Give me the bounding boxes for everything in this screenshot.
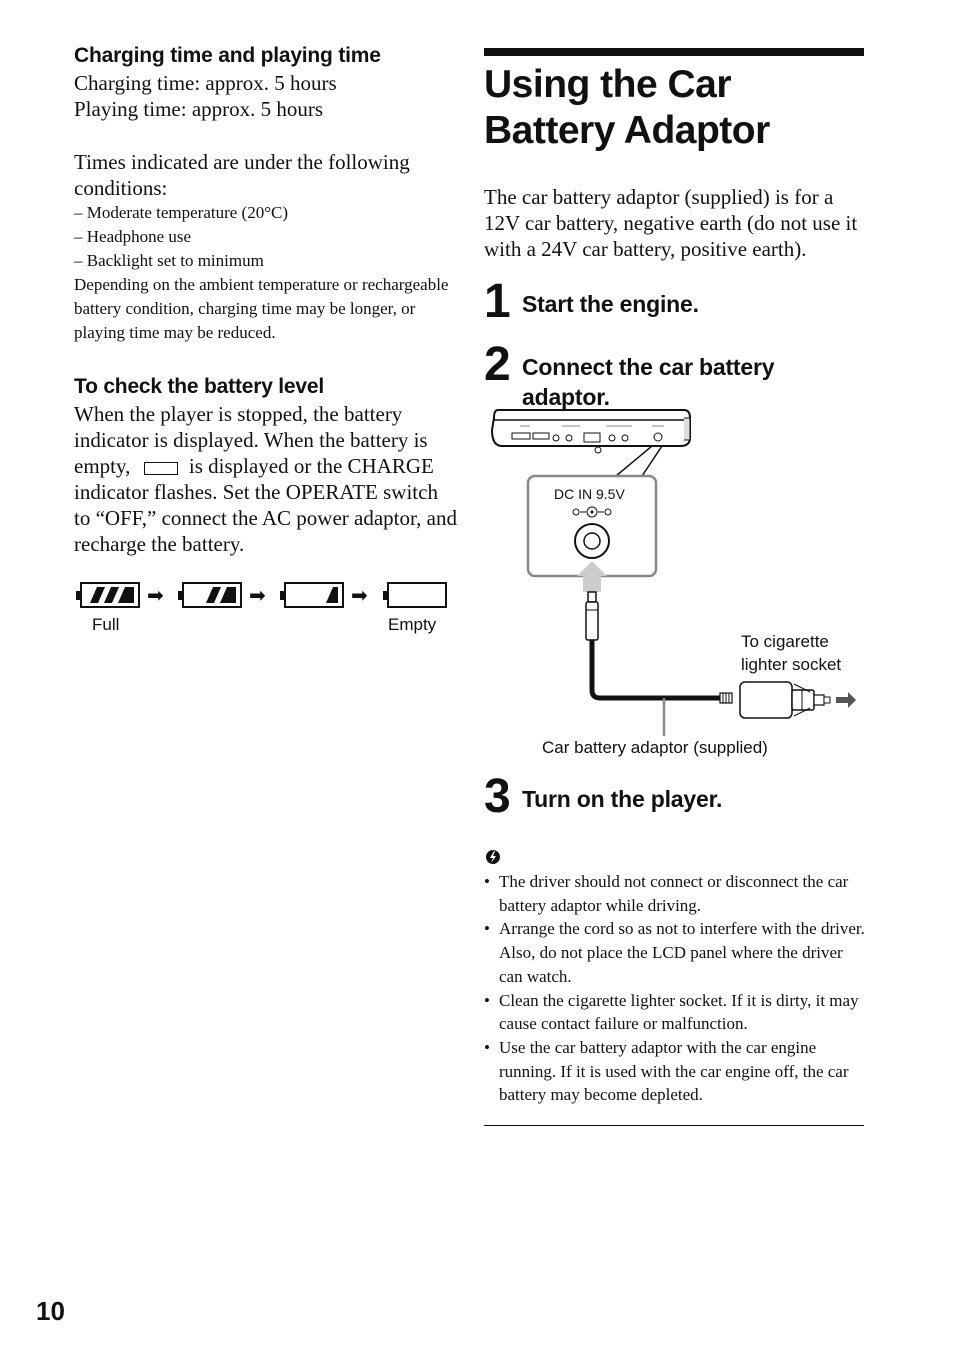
condition-item: – Moderate temperature (20°C) [74, 203, 289, 222]
note-item: • Use the car battery adaptor with the car engine running. If it is used with the car engine off, the car battery may become depleted. [484, 1036, 866, 1107]
connection-illustration [484, 400, 864, 740]
note-item: • Arrange the cord so as not to interfere with the driver. Also, do not place the LCD panel where the driver can watch. [484, 917, 866, 988]
condition-item: – Headphone use [74, 227, 192, 246]
note-item: • The driver should not connect or disconnect the car battery adaptor while driving. [484, 870, 866, 917]
playing-time-line: Playing time: approx. 5 hours [74, 97, 324, 121]
step-text: Connect the car battery adaptor. [522, 354, 775, 410]
battery-one-third-icon [284, 582, 344, 608]
step-text: Turn on the player. [522, 786, 723, 812]
charging-heading: Charging time and playing time [74, 44, 381, 67]
section-top-rule [484, 48, 864, 56]
step-text: Start the engine. [522, 291, 699, 317]
battery-level-text-part2: is displayed or the CHARGE indicator flashes. Set the OPERATE switch to “OFF,” connect the AC power adaptor, and recharge the battery. [74, 454, 457, 556]
battery-level-text [74, 401, 459, 557]
battery-two-thirds-icon [182, 582, 242, 608]
step-3 [484, 770, 864, 823]
section-bottom-rule [484, 1125, 864, 1126]
left-column [74, 42, 459, 557]
page-number: 10 [36, 1296, 65, 1326]
empty-battery-icon [144, 462, 178, 475]
label-full: Full [92, 615, 120, 634]
adaptor-label: Car battery adaptor (supplied) [542, 738, 768, 757]
note-icon [485, 848, 503, 866]
battery-level-heading: To check the battery level [74, 375, 325, 398]
step-number: 2 [484, 338, 511, 391]
arrow-right-icon: ➡ [351, 583, 368, 607]
car-adaptor-diagram [484, 400, 864, 770]
note-item: • Clean the cigarette lighter socket. If it is dirty, it may cause contact failure or malfunction. [484, 989, 866, 1036]
step-2 [484, 338, 866, 410]
battery-level-diagram [74, 582, 454, 642]
battery-full-icon [80, 582, 140, 608]
intro-paragraph: The car battery adaptor (supplied) is for a 12V car battery, negative earth (do not use it with a 24V car battery, positive earth). [484, 185, 858, 261]
notes-list [484, 870, 866, 1107]
section-title: Using the Car Battery Adaptor [484, 63, 770, 152]
label-empty: Empty [388, 615, 437, 634]
charging-note: Depending on the ambient temperature or rechargeable battery condition, charging time may be longer, or playing time may be reduced. [74, 275, 449, 342]
step-number: 1 [484, 275, 511, 328]
arrow-right-icon: ➡ [147, 583, 164, 607]
step-number: 3 [484, 770, 511, 823]
dc-in-label: DC IN 9.5V [554, 486, 625, 502]
step-1 [484, 275, 864, 328]
cigarette-label-line1: To cigarette [741, 632, 829, 651]
battery-empty-icon [387, 582, 447, 608]
charging-time-line: Charging time: approx. 5 hours [74, 71, 337, 95]
conditions-intro: Times indicated are under the following conditions: [74, 150, 410, 200]
condition-item: – Backlight set to minimum [74, 251, 264, 270]
battery-level-text-part1: When the player is stopped, the battery indicator is displayed. When the battery is empty, [74, 402, 428, 478]
arrow-right-icon: ➡ [249, 583, 266, 607]
cigarette-label-line2: lighter socket [741, 655, 842, 674]
